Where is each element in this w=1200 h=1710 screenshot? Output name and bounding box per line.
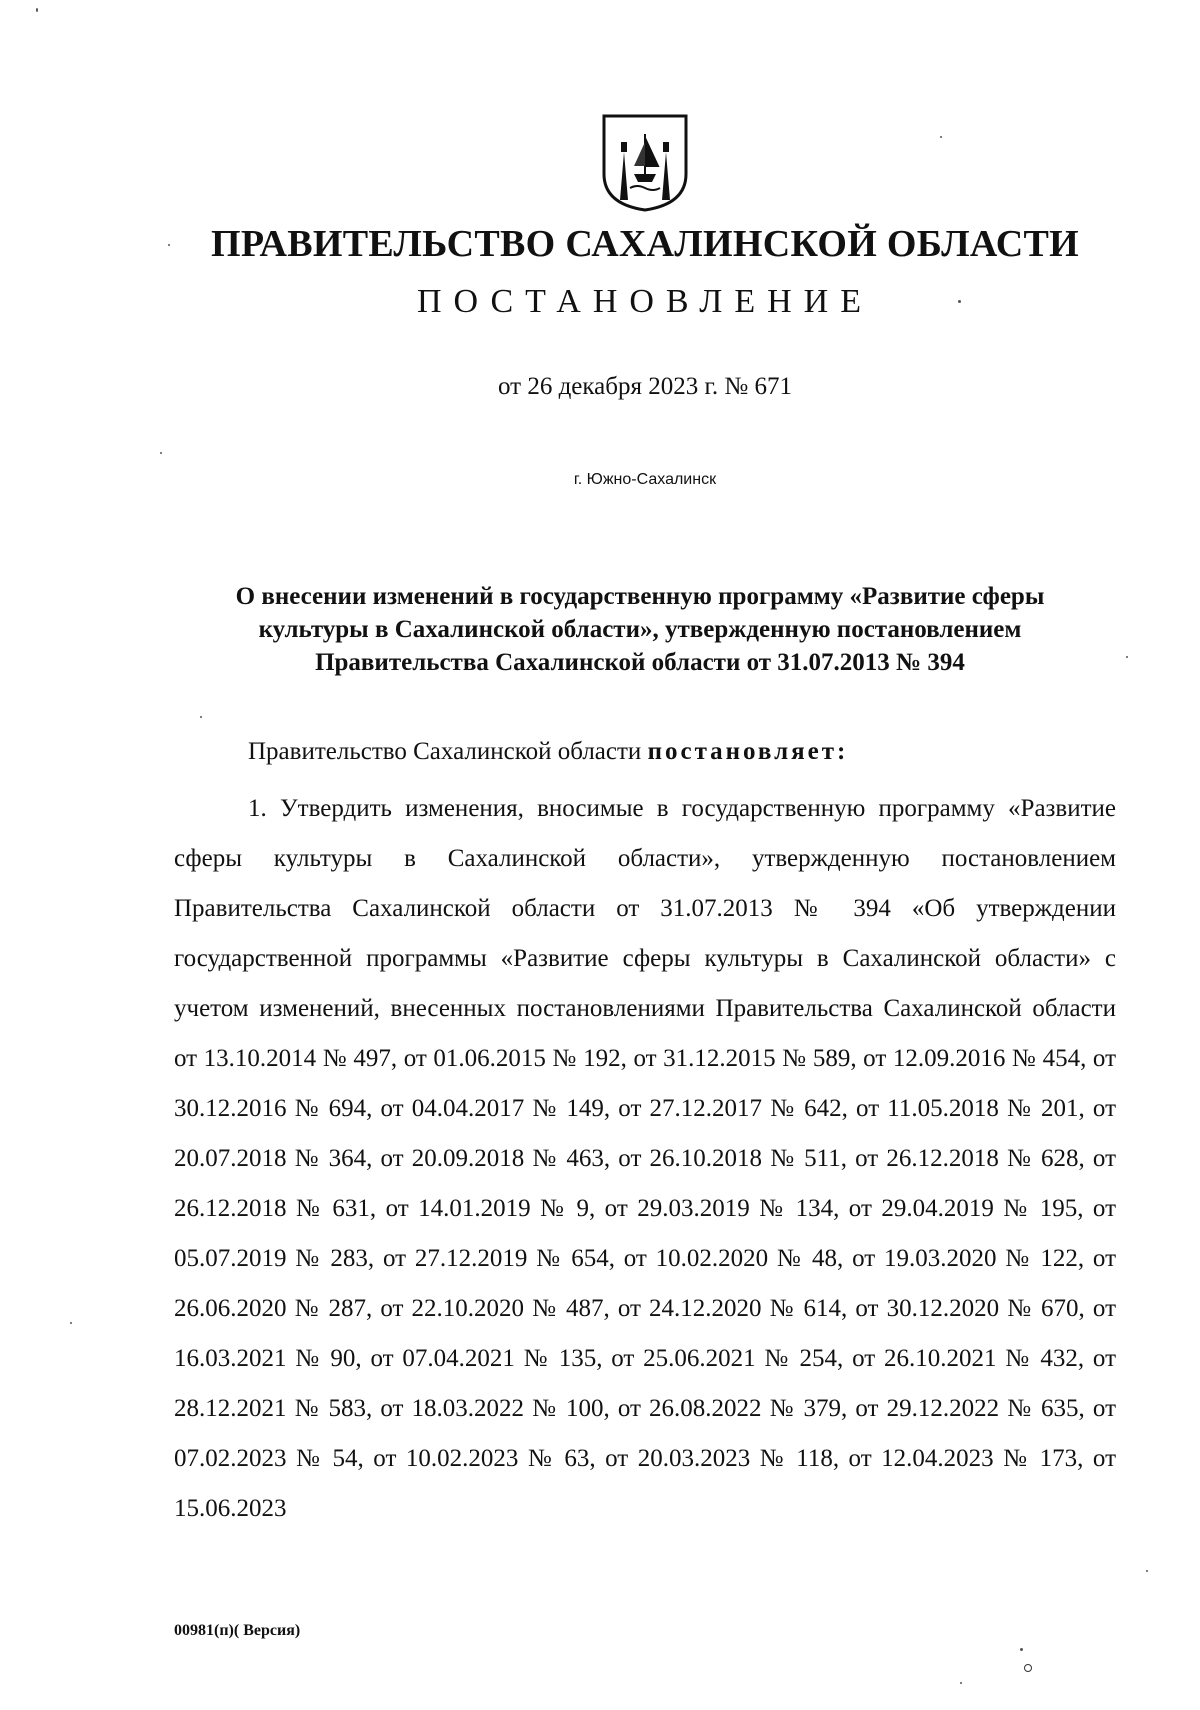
- scan-speck: [1020, 1648, 1023, 1651]
- subject-line: Правительства Сахалинской области от 31.07.2013 № 394: [315, 649, 965, 676]
- scan-speck: [1024, 1664, 1032, 1672]
- scan-speck: [36, 8, 38, 12]
- scan-speck: [160, 452, 162, 454]
- paragraph-1: 1. Утвердить изменения, вносимые в государственную программу «Развитие сферы культуры в Сахалинской области», утвержденную постановлением Правительства Сахалинской области от 31.07.2013 № 394 «Об утверждении государственной программы «Развитие сферы культуры в Сахалинской области» с учетом изменений, внесенных постановлениями Правительства Сахалинской области от 13.10.2014 № 497, от 01.06.2015 № 192, от 31.12.2015 № 589, от 12.09.2016 № 454, от 30.12.2016 № 694, от 04.04.2017 № 149, от 27.12.2017 № 642, от 11.05.2018 № 201, от 20.07.2018 № 364, от 20.09.2018 № 463, от 26.10.2018 № 511, от 26.12.2018 № 628, от 26.12.2018 № 631, от 14.01.2019 № 9, от 29.03.2019 № 134, от 29.04.2019 № 195, от 05.07.2019 № 283, от 27.12.2019 № 654, от 10.02.2020 № 48, от 19.03.2020 № 122, от 26.06.2020 № 287, от 22.10.2020 № 487, от 24.12.2020 № 614, от 30.12.2020 № 670, от 16.03.2021 № 90, от 07.04.2021 № 135, от 25.06.2021 № 254, от 26.10.2021 № 432, от 28.12.2021 № 583, от 18.03.2022 № 100, от 26.08.2022 № 379, от 29.12.2022 № 635, от 07.02.2023 № 54, от 10.02.2023 № 63, от 20.03.2023 № 118, от 12.04.2023 № 173, от 15.06.2023: [174, 795, 1116, 1522]
- document-subject: [160, 580, 1120, 679]
- footer-document-code: 00981(п)( Версия): [174, 1622, 301, 1639]
- scan-speck: [70, 1322, 72, 1324]
- resolution-intro: [248, 738, 848, 766]
- document-date-number: от 26 декабря 2023 г. № 671: [497, 373, 793, 400]
- government-title: ПРАВИТЕЛЬСТВО САХАЛИНСКОЙ ОБЛАСТИ: [211, 223, 1079, 265]
- scan-speck: [1126, 656, 1128, 658]
- document-city: г. Южно-Сахалинск: [573, 471, 717, 488]
- coat-of-arms-icon: [600, 112, 690, 212]
- scan-speck: [940, 136, 942, 138]
- subject-line: культуры в Сахалинской области», утвержденную постановлением: [258, 616, 1022, 643]
- intro-emphasis: постановляет:: [647, 738, 849, 765]
- scan-speck: [168, 244, 170, 246]
- scan-speck: [200, 716, 202, 718]
- intro-text: Правительство Сахалинской области: [248, 738, 642, 765]
- scan-speck: [1146, 1570, 1148, 1572]
- subject-line: О внесении изменений в государственную программу «Развитие сферы: [235, 583, 1045, 610]
- document-type: ПОСТАНОВЛЕНИЕ: [416, 283, 874, 320]
- scan-speck: [958, 300, 961, 303]
- scan-speck: [960, 1682, 962, 1684]
